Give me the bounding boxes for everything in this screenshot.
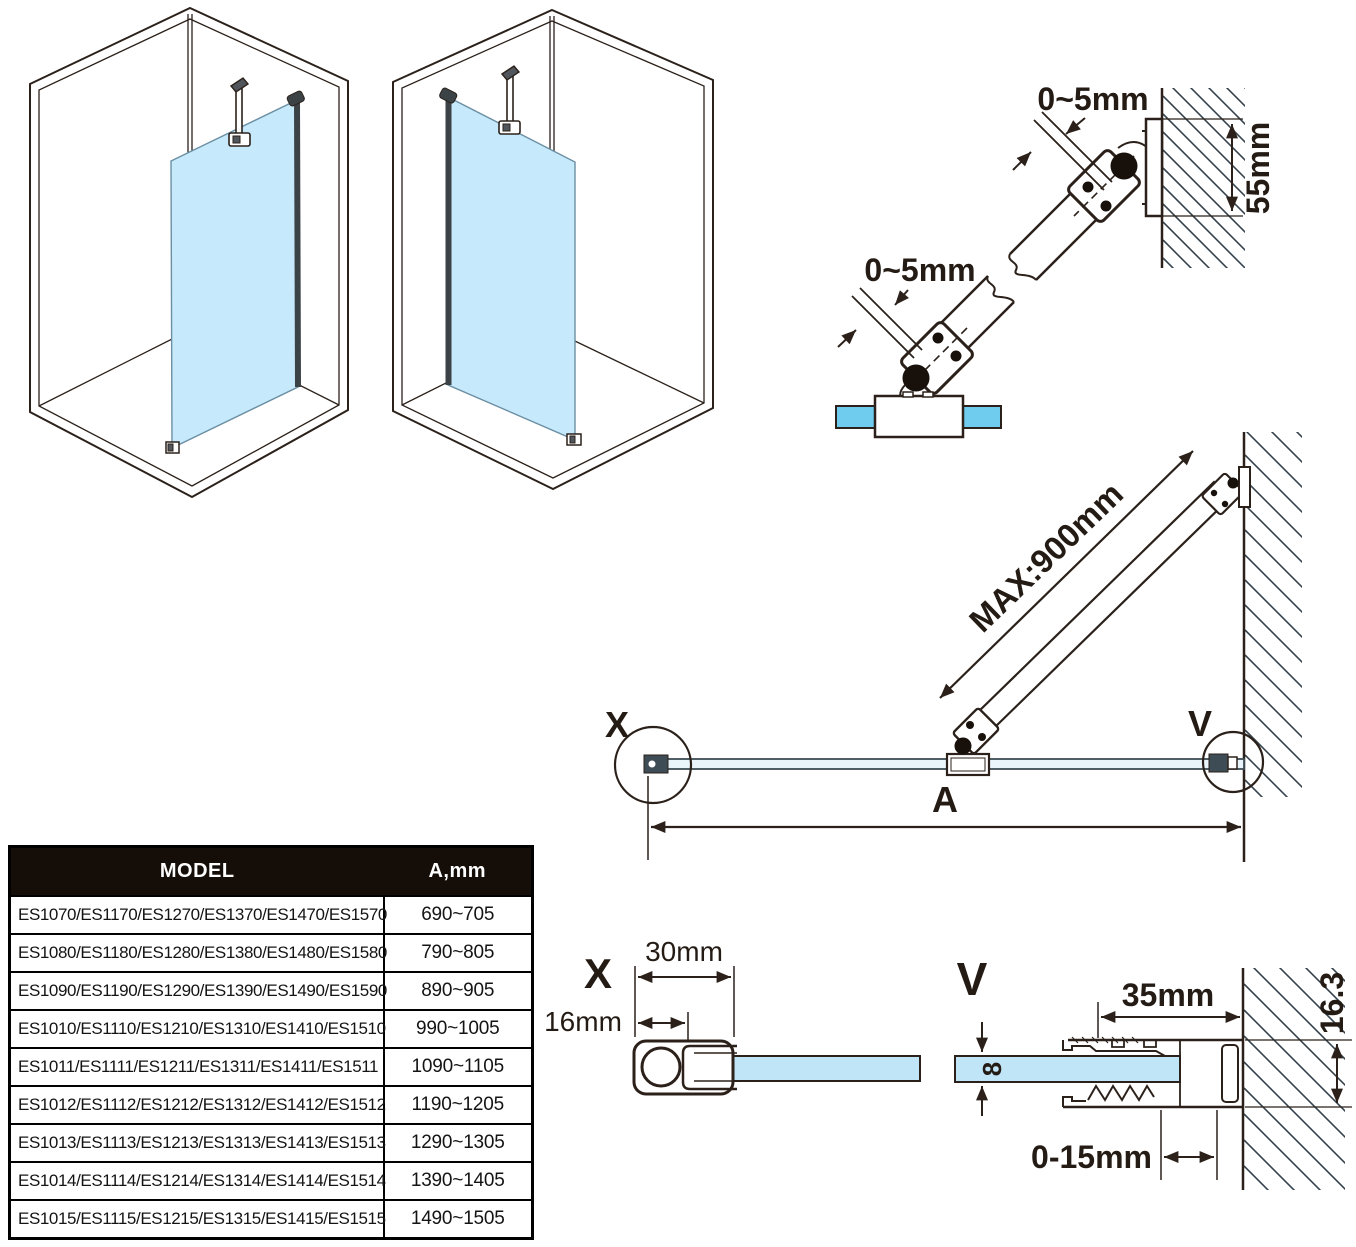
model-cell: ES1010/ES1110/ES1210/ES1310/ES1410/ES1510 — [10, 1010, 384, 1048]
table-header-row — [10, 847, 533, 897]
glass-edge-right — [963, 406, 1001, 428]
wall-plate — [1142, 119, 1162, 216]
model-cell: ES1015/ES1115/ES1215/ES1315/ES1415/ES1515 — [10, 1200, 384, 1239]
table-row — [10, 1010, 533, 1048]
max-length-label: MAX:900mm — [961, 474, 1131, 640]
a-cell: 690~705 — [384, 896, 533, 934]
a-column-header: A,mm — [384, 847, 533, 897]
spring — [1088, 1086, 1154, 1100]
ceiling-support-rod-right — [499, 66, 520, 134]
marker-v-label: V — [1187, 703, 1213, 744]
model-column-header: MODEL — [10, 847, 384, 897]
plate-height-label: 55mm — [1240, 121, 1276, 215]
model-cell: ES1011/ES1111/ES1211/ES1311/ES1411/ES1511 — [10, 1048, 384, 1086]
table-row — [10, 1048, 533, 1086]
a-cell: 790~805 — [384, 934, 533, 972]
isometric-view-right — [393, 10, 713, 489]
wall-end-bracket — [1209, 754, 1237, 772]
detail-x-width-label: 30mm — [645, 936, 723, 967]
table-row — [10, 972, 533, 1010]
model-spec-table — [8, 845, 534, 1240]
wall-hatching — [1245, 380, 1303, 838]
model-cell: ES1014/ES1114/ES1214/ES1314/ES1414/ES1514 — [10, 1162, 384, 1200]
a-cell: 1390~1405 — [384, 1162, 533, 1200]
detail-x-offset-label: 16mm — [544, 1006, 622, 1037]
glass-edge-left — [836, 406, 876, 428]
width-dim-label: A — [932, 779, 958, 820]
isometric-view-left — [30, 8, 348, 497]
pivot-screw — [1111, 153, 1138, 180]
table-row — [10, 1124, 533, 1162]
pivot-screw — [903, 365, 930, 392]
gap-indicator-lower — [838, 288, 922, 358]
floor-foot-left — [166, 442, 179, 453]
model-cell: ES1080/ES1180/ES1280/ES1380/ES1480/ES1580 — [10, 934, 384, 972]
detail-v-label: V — [956, 953, 988, 1005]
a-cell: 1190~1205 — [384, 1086, 533, 1124]
detail-v — [955, 880, 1352, 1247]
marker-x-label: X — [604, 704, 630, 745]
max-length-dim-line — [940, 451, 1193, 698]
table-row — [10, 1086, 533, 1124]
table-row — [10, 896, 533, 934]
wall-hatching — [1163, 6, 1246, 341]
a-cell: 1090~1105 — [384, 1048, 533, 1086]
table-row — [10, 1162, 533, 1200]
model-cell: ES1013/ES1113/ES1213/ES1313/ES1413/ES1513 — [10, 1124, 384, 1162]
a-cell: 990~1005 — [384, 1010, 533, 1048]
wall-bracket-detail — [836, 6, 1276, 437]
ceiling-support-rod-left — [229, 78, 250, 146]
wall-profile-edge — [297, 101, 298, 387]
wall-hatching — [1244, 880, 1346, 1247]
table-row — [10, 1200, 533, 1239]
a-cell: 890~905 — [384, 972, 533, 1010]
plan-view — [605, 380, 1303, 862]
detail-x — [544, 936, 920, 1094]
model-cell: ES1090/ES1190/ES1290/ES1390/ES1490/ES1590 — [10, 972, 384, 1010]
floor-foot-right — [567, 434, 581, 445]
table-row — [10, 934, 533, 972]
detail-x-label: X — [583, 950, 613, 997]
a-cell: 1490~1505 — [384, 1200, 533, 1239]
free-end-cap — [644, 755, 668, 773]
end-profile — [634, 1041, 737, 1094]
lower-clamp — [900, 321, 975, 402]
gap-lower-label: 0~5mm — [864, 252, 976, 288]
profile-width-label: 35mm — [1121, 977, 1215, 1013]
glass-thickness-label: 8 — [977, 1061, 1007, 1077]
gap-upper-label: 0~5mm — [1037, 81, 1149, 117]
profile-height-label: 16.3 — [1314, 971, 1350, 1035]
adjust-range-label: 0-15mm — [1031, 1139, 1152, 1175]
model-cell: ES1070/ES1170/ES1270/ES1370/ES1470/ES1570 — [10, 896, 384, 934]
model-cell: ES1012/ES1112/ES1212/ES1312/ES1412/ES1512 — [10, 1086, 384, 1124]
a-cell: 1290~1305 — [384, 1124, 533, 1162]
glass-mount — [836, 392, 1001, 437]
upper-clamp — [1067, 142, 1148, 223]
